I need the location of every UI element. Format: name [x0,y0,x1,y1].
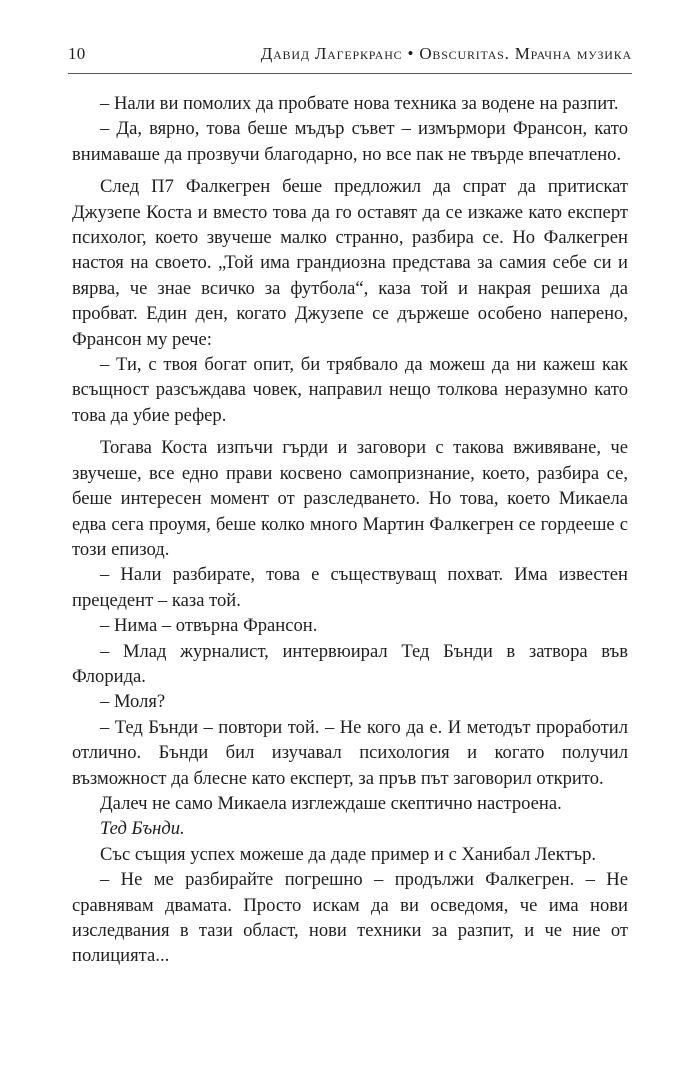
paragraph: – Нима – отвърна Франсон. [100,615,318,637]
italic-thought: Тед Бънди. [100,818,185,840]
header-rule [68,73,632,74]
paragraph: – Нали разбирате, това е съществуващ похват. Има известен прецедент – каза той. [72,564,628,611]
paragraph: – Моля? [100,691,166,713]
paragraph: – Не ме разбирайте погрешно – продължи Фалкегрен. – Не сравнявам двамата. Просто искам да ви осведомя, че има нови изследвания в тази област, нови техники за разпит, и че ние от полицията... [72,869,628,967]
body-text [72,91,628,969]
paragraph: – Тед Бънди – повтори той. – Не кого да е. И методът проработил отлично. Бънди бил изучавал психология и когато получил възможност да блесне като експерт, за пръв път заговорил открито. [72,716,628,789]
paragraph: Със същия успех можеше да даде пример и с Ханибал Лектър. [100,843,597,865]
paragraph: След П7 Фалкегрен беше предложил да спрат да притискат Джузепе Коста и вместо това да го оставят да се изкаже като експерт психолог, което звучеше малко странно, разбира се. Но Фалкегрен настоя на своето. „Той има грандиозна представа за самия себе си и вярва, че знае всичко за футбола“, каза той и накрая решиха да пробват. Един ден, когато Джузепе се държеше особено наперено, Франсон му рече: [72,176,628,350]
paragraph: – Млад журналист, интервюирал Тед Бънди в затвора във Флорида. [72,640,628,687]
page-number: 10 [68,44,86,63]
running-title: Давид Лагеркранс • Obscuritas. Мрачна музика [260,44,632,63]
paragraph: – Да, вярно, това беше мъдър съвет – измърмори Франсон, като внимаваше да прозвучи благодарно, но все пак не твърде впечатлено. [72,118,628,165]
paragraph: Тогава Коста изпъчи гърди и заговори с такова вживяване, че звучеше, все едно прави косвено самопризнание, което, разбира се, беше интересен момент от разследването. Но това, което Микаела едва сега проумя, беше колко много Мартин Фалкегрен се гордееше с този епизод. [72,437,628,560]
paragraph: Далеч не само Микаела изглеждаше скептично настроена. [100,792,562,814]
paragraph: – Ти, с твоя богат опит, би трябвало да можеш да ни кажеш как всъщност разсъждава човек, направил нещо толкова неразумно като това да убие рефер. [72,354,628,426]
paragraph: – Нали ви помолих да пробвате нова техника за водене на разпит. [100,93,619,114]
running-header [68,44,632,68]
